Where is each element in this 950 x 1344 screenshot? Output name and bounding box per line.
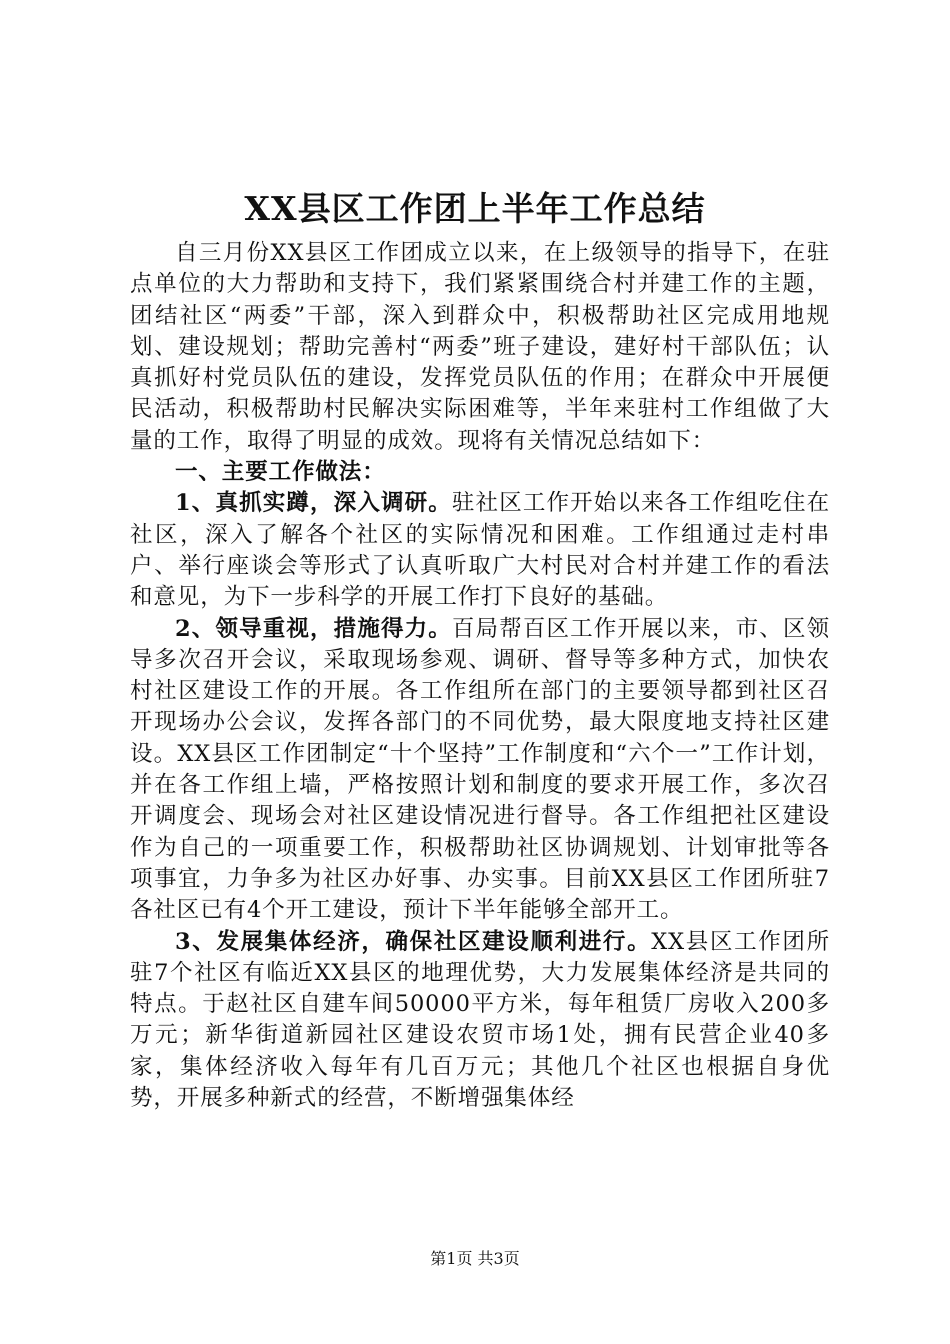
document-body [130,238,830,1114]
item-text-1: 驻社区工作开始以来各工作组吃住在社区，深入了解各个社区的实际情况和困难。工作组通过走村串户、举行座谈会等形式了认真听取广大村民对合村并建工作的看法和意见，为下一步科学的开展工作打下良好的基础。 [130,490,830,611]
item-text-3: XX县区工作团所驻7个社区有临近XX县区的地理优势，大力发展集体经济是共同的特点。于赵社区自建车间50000平方米，每年租赁厂房收入200多万元；新华街道新园社区建设农贸市场1处，拥有民营企业40多家，集体经济收入每年有几百万元；其他几个社区也根据自身优势，开展多种新式的经营，不断增强集体经 [130,928,830,1112]
item-heading-2: 2、领导重视，措施得力。 [175,615,452,642]
intro-paragraph: 自三月份XX县区工作团成立以来，在上级领导的指导下，在驻点单位的大力帮助和支持下，我们紧紧围绕合村并建工作的主题，团结社区“两委”干部，深入到群众中，积极帮助社区完成用地规划、建设规划；帮助完善村“两委”班子建设，建好村干部队伍；认真抓好村党员队伍的建设，发挥党员队伍的作用；在群众中开展便民活动，积极帮助村民解决实际困难等，半年来驻村工作组做了大量的工作，取得了明显的成效。现将有关情况总结如下： [130,240,830,454]
item-heading-1: 1、真抓实蹲，深入调研。 [175,490,452,517]
section-heading [130,457,830,488]
item-text-2: 百局帮百区工作开展以来，市、区领导多次召开会议，采取现场参观、调研、督导等多种方式，加快农村社区建设工作的开展。各工作组所在部门的主要领导都到社区召开现场办公会议，发挥各部门的不同优势，最大限度地支持社区建设。XX县区工作团制定“十个坚持”工作制度和“六个一”工作计划，并在各工作组上墙，严格按照计划和制度的要求开展工作，多次召开调度会、现场会对社区建设情况进行督导。各工作组把社区建设作为自己的一项重要工作，积极帮助社区协调规划、计划审批等各项事宜，力争多为社区办好事、办实事。目前XX县区工作团所驻7各社区已有4个开工建设，预计下半年能够全部开工。 [130,615,830,924]
item-heading-3: 3、发展集体经济，确保社区建设顺利进行。 [175,928,652,955]
item-paragraph-2 [130,614,830,927]
item-paragraph-3 [130,927,830,1115]
section-heading-text: 一、主要工作做法： [175,459,386,486]
item-paragraph-1 [130,488,830,613]
document-title: XX县区工作团上半年工作总结 [244,189,706,228]
page-footer: 第1页 共3页 [430,1249,520,1268]
